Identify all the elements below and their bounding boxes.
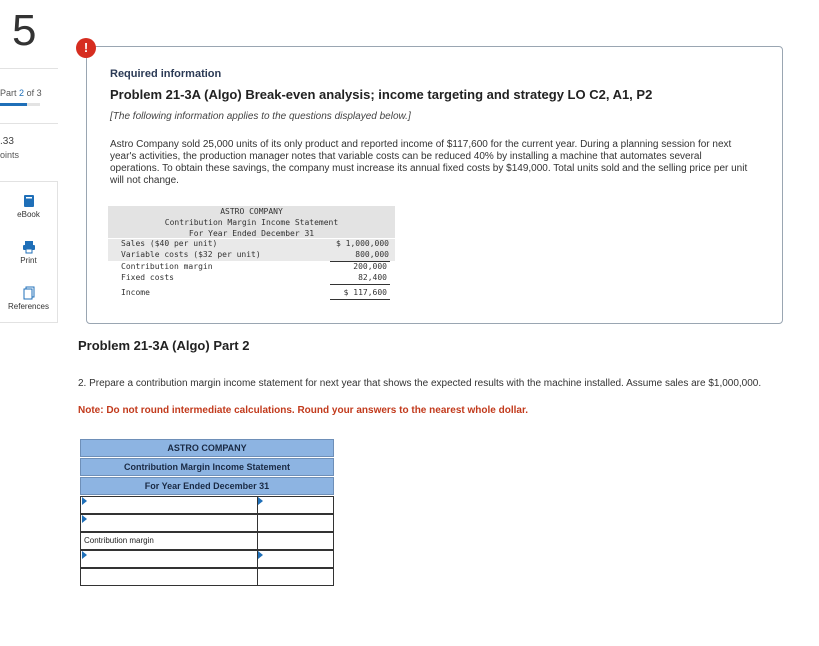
required-information-label: Required information bbox=[110, 68, 222, 80]
ebook-button[interactable] bbox=[0, 194, 57, 219]
part-indicator bbox=[0, 88, 42, 98]
sidebar bbox=[0, 0, 59, 646]
label-select[interactable] bbox=[81, 515, 258, 531]
row-label: Fixed costs bbox=[121, 273, 174, 282]
row-value: $ 1,000,000 bbox=[336, 239, 389, 248]
amount-input[interactable] bbox=[258, 515, 333, 531]
book-icon bbox=[22, 194, 36, 208]
row-value: 800,000 bbox=[355, 250, 389, 259]
double-underline bbox=[80, 585, 334, 586]
label-cell bbox=[81, 533, 258, 549]
row-label: Contribution margin bbox=[121, 262, 213, 271]
dropdown-flag-icon bbox=[82, 551, 87, 559]
amount-input[interactable] bbox=[258, 551, 333, 567]
table-row bbox=[80, 532, 334, 550]
statement-title: Contribution Margin Income Statement bbox=[164, 218, 339, 227]
statement-row bbox=[121, 288, 393, 299]
amount-input[interactable] bbox=[258, 533, 333, 549]
ebook-label: eBook bbox=[17, 210, 40, 219]
table-row bbox=[80, 496, 334, 514]
double-underline bbox=[330, 299, 390, 300]
table-period: For Year Ended December 31 bbox=[80, 477, 334, 495]
points-value: .33 bbox=[0, 136, 14, 147]
dropdown-flag-icon bbox=[82, 515, 87, 523]
statement-row bbox=[121, 273, 393, 284]
statement-period: For Year Ended December 31 bbox=[188, 229, 315, 238]
row-value: $ 117,600 bbox=[343, 288, 387, 297]
table-title: Contribution Margin Income Statement bbox=[80, 458, 334, 476]
points-label: oints bbox=[0, 150, 20, 160]
label-select[interactable] bbox=[81, 497, 258, 513]
amount-input[interactable] bbox=[258, 497, 333, 513]
divider bbox=[0, 123, 58, 124]
statement-header bbox=[108, 206, 395, 238]
problem-description: Astro Company sold 25,000 units of its only product and reported income of $117,600 for the current year. During a planning session for next year's activities, the production manager notes that variable costs can be reduced 40% by installing a machine that automates several operations. To obtain these savings, the company must increase its annual fixed costs by $149,000. Total units sold and the selling price per unit will not change. bbox=[110, 139, 748, 186]
underline bbox=[330, 284, 390, 285]
contribution-margin-label: Contribution margin bbox=[84, 536, 154, 545]
statement-company: ASTRO COMPANY bbox=[220, 207, 283, 216]
rounding-note: Note: Do not round intermediate calculations. Round your answers to the nearest whole dollar. bbox=[78, 405, 529, 416]
part-instruction: 2. Prepare a contribution margin income statement for next year that shows the expected results with the machine installed. Assume sales are $1,000,000. bbox=[78, 378, 762, 389]
table-row bbox=[80, 568, 334, 586]
part-of: of 3 bbox=[26, 88, 42, 98]
label-select[interactable] bbox=[81, 551, 258, 567]
statement-row bbox=[108, 239, 395, 250]
print-button[interactable] bbox=[0, 240, 57, 265]
references-label: References bbox=[8, 302, 49, 311]
alert-icon: ! bbox=[76, 38, 96, 58]
row-label: Variable costs ($32 per unit) bbox=[121, 250, 261, 259]
problem-note: [The following information applies to the questions displayed below.] bbox=[110, 111, 411, 122]
part-current: 2 bbox=[19, 88, 25, 98]
statement-row bbox=[108, 250, 395, 261]
tools-panel bbox=[0, 181, 58, 323]
print-label: Print bbox=[20, 256, 37, 265]
label-select[interactable] bbox=[81, 569, 258, 585]
references-icon bbox=[22, 286, 36, 300]
part-label: Part bbox=[0, 88, 17, 98]
table-row bbox=[80, 514, 334, 532]
divider bbox=[0, 68, 58, 69]
row-value: 82,400 bbox=[358, 273, 387, 282]
part-heading: Problem 21-3A (Algo) Part 2 bbox=[78, 338, 250, 353]
row-value: 200,000 bbox=[353, 262, 387, 271]
row-label: Income bbox=[121, 288, 150, 297]
part-progress-fill bbox=[0, 103, 27, 106]
input-flag-icon bbox=[258, 551, 263, 559]
table-row bbox=[80, 550, 334, 568]
references-button[interactable] bbox=[0, 286, 57, 311]
reference-income-statement bbox=[108, 206, 395, 299]
input-flag-icon bbox=[258, 497, 263, 505]
statement-row bbox=[121, 262, 393, 273]
question-number: 5 bbox=[12, 6, 37, 55]
table-company: ASTRO COMPANY bbox=[80, 439, 334, 457]
problem-title: Problem 21-3A (Algo) Break-even analysis; income targeting and strategy LO C2, A1, P2 bbox=[110, 87, 653, 102]
part-progress-bar bbox=[0, 103, 40, 106]
row-label: Sales ($40 per unit) bbox=[121, 239, 218, 248]
amount-input[interactable] bbox=[258, 569, 333, 585]
printer-icon bbox=[22, 240, 36, 254]
dropdown-flag-icon bbox=[82, 497, 87, 505]
